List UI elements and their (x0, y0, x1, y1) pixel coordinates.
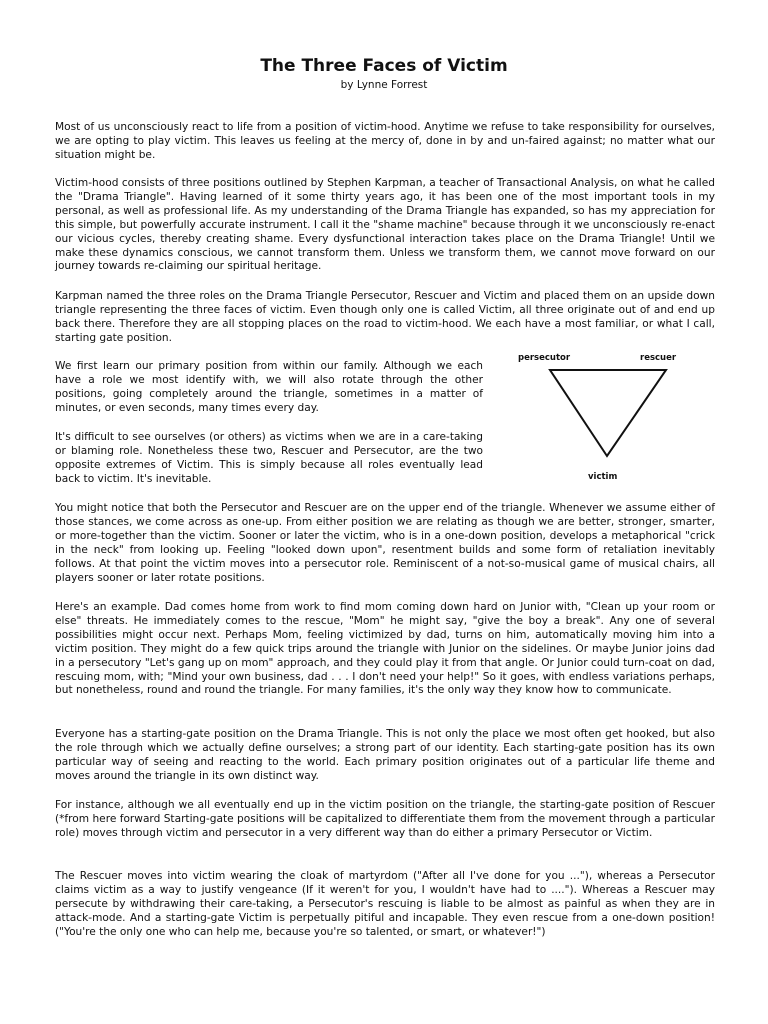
rescuer-label: rescuer (640, 353, 677, 363)
paragraph-family: We first learn our primary position from within our family. Although we each have a role we most identify with, we will also rotate through the other positions, going completely around the triangle, sometimes in a matter of minutes, or even seconds, many times every day. (55, 360, 483, 414)
author-byline: by Lynne Forrest (340, 79, 428, 91)
paragraph-starting-gate: Everyone has a starting-gate position on the Drama Triangle. This is not only the place we most often get hooked, but also the role through which we actually define ourselves; a strong part of our identity. Each starting-gate position has its own particular way of seeing and reacting to the world. Each primary position originates out of a particular life theme and moves around the triangle in its own distinct way. (55, 728, 715, 782)
persecutor-label: persecutor (518, 353, 571, 363)
paragraph-example: Here's an example. Dad comes home from work to find mom coming down hard on Junior with, "Clean up your room or else" threats. He immediately comes to the rescue, "Mom" he might say, "give the boy a break". Any one of several possibilities might occur next. Perhaps Mom, feeling victimized by dad, turns on him, automatically moving him into a victim position. They might do a few quick trips around the triangle with Junior on the sidelines. Or maybe Junior joins dad in a persecutory "Let's gang up on mom" approach, and they could play it from that angle. Or Junior could turn-coat on dad, rescuing mom, with; "Mind your own business, dad . . . I don't need your help!" So it goes, with endless variations perhaps, but nonetheless, round and round the triangle. For many families, it's the only way they know how to communicate. (55, 601, 715, 697)
paragraph-one-up: You might notice that both the Persecutor and Rescuer are on the upper end of the triangle. Whenever we assume either of those stances, we come across as one-up. From either position we are relating as though we are better, stronger, smarter, or more-together than the victim. Sooner or later the victim, who is in a one-down position, develops a metaphorical "crick in the neck" from looking up. Feeling "looked down upon", resentment builds and some form of retaliation inevitably follows. At that point the victim moves into a persecutor role. Reminiscent of a not-so-musical game of musical chairs, all players sooner or later rotate positions. (55, 502, 715, 584)
paragraph-intro: Most of us unconsciously react to life from a position of victim-hood. Anytime we refuse to take responsibility for ourselves, we are opting to play victim. This leaves us feeling at the mercy of, done in by and un-faired against; no matter what our situation might be. (55, 121, 715, 161)
paragraph-difficult: It's difficult to see ourselves (or others) as victims when we are in a care-taking or blaming role. Nonetheless these two, Rescuer and Persecutor, are the two opposite extremes of Victim. This is simply because all roles eventually lead back to victim. It's inevitable. (55, 431, 483, 485)
document-title: The Three Faces of Victim (260, 56, 508, 76)
paragraph-rescuer-moves: The Rescuer moves into victim wearing the cloak of martyrdom ("After all I've done for you ..."), whereas a Persecutor claims victim as a way to justify vengeance (If it weren't for you, I wouldn't have had to ...."). Whereas a Rescuer may persecute by withdrawing their care-taking, a Persecutor's rescuing is liable to be almost as painful as when they are in attack-mode. And a starting-gate Victim is perpetually pitiful and incapable. They even rescue from a one-down position! ("You're the only one who can help me, because you're so talented, or smart, or whatever!") (55, 870, 715, 938)
paragraph-instance: For instance, although we all eventually end up in the victim position on the triangle, the starting-gate position of Rescuer (*from here forward Starting-gate positions will be capitalized to differentiate them from the movement through a particular role) moves through victim and persecutor in a very different way than do either a primary Persecutor or Victim. (55, 799, 715, 839)
paragraph-roles: Karpman named the three roles on the Drama Triangle Persecutor, Rescuer and Victim and placed them on an upside down triangle representing the three faces of victim. Even though only one is called Victim, all three originate out of and end up back there. Therefore they are all stopping places on the road to victim-hood. We each have a most familiar, or what I call, starting gate position. (55, 290, 715, 344)
triangle-shape (550, 370, 666, 456)
paragraph-karpman: Victim-hood consists of three positions outlined by Stephen Karpman, a teacher of Transactional Analysis, on what he called the "Drama Triangle". Having learned of it some thirty years ago, it has been one of the most important tools in my personal, as well as professional life. As my understanding of the Drama Triangle has expanded, so has my appreciation for this simple, but powerfully accurate instrument. I call it the "shame machine" because through it we unconsciously re-enact our vicious cycles, thereby creating shame. Every dysfunctional interaction takes place on the Drama Triangle! Until we make these dynamics conscious, we cannot transform them. Unless we transform them, we cannot move forward on our journey towards re-claiming our spiritual heritage. (55, 177, 715, 273)
victim-label: victim (588, 472, 618, 482)
drama-triangle-diagram (516, 348, 690, 484)
